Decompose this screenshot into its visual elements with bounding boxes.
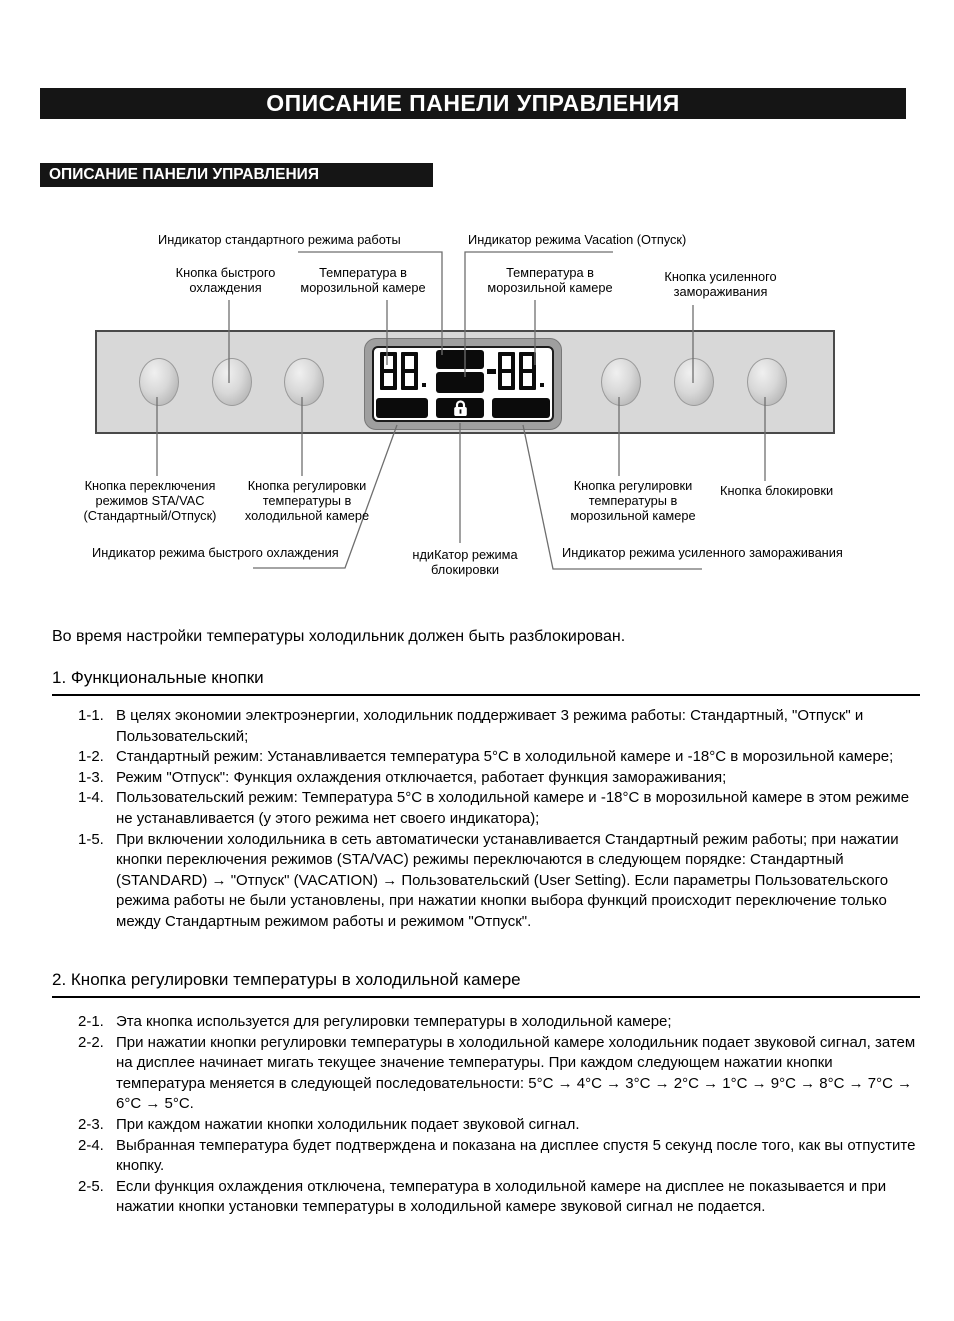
list-item [78, 768, 919, 789]
item-text: При каждом нажатии кнопки холодильник подает звуковой сигнал. [116, 1115, 580, 1133]
section-1-list [78, 706, 919, 933]
item-number: 2-5. [78, 1177, 104, 1195]
label-vacation-indicator: Индикатор режима Vacation (Отпуск) [468, 232, 687, 247]
control-panel-diagram [0, 225, 954, 610]
section-2-list [78, 1012, 919, 1218]
button-lock [747, 358, 787, 406]
seven-segment-digit [498, 352, 515, 390]
item-text: Пользовательский режим: Температура 5°С в холодильной камере и -18°С в морозильной камере в этом режиме не устанавливается (у этого режима нет своего индикатора); [116, 789, 910, 827]
item-number: 2-4. [78, 1136, 104, 1154]
label-fridge-temp-button: Кнопка регулировки температуры в холодильной камере [244, 478, 370, 523]
label-freezer-temp-right: Температура в морозильной камере [487, 265, 613, 295]
lcd-screen [372, 346, 554, 422]
list-item [78, 1033, 919, 1115]
item-number: 2-3. [78, 1115, 104, 1133]
vacation-mode-indicator [436, 372, 484, 393]
item-text: Стандартный режим: Устанавливается температура 5°С в холодильной камере и -18°С в морозильной камере; [116, 748, 894, 766]
right-temperature-digits [498, 352, 544, 390]
list-item [78, 1115, 919, 1136]
label-fast-cool-button: Кнопка быстрого охлаждения [175, 265, 276, 295]
lcd-display [364, 338, 562, 430]
degree-dot [422, 383, 426, 387]
button-fridge-temp [284, 358, 324, 406]
section-subtitle: ОПИСАНИЕ ПАНЕЛИ УПРАВЛЕНИЯ [40, 163, 433, 187]
label-standard-indicator: Индикатор стандартного режима работы [158, 232, 401, 247]
degree-dot [540, 383, 544, 387]
item-number: 1-4. [78, 789, 104, 807]
item-text: Эта кнопка используется для регулировки температуры в холодильной камере; [116, 1013, 672, 1030]
item-text: В целях экономии электроэнергии, холодильник поддерживает 3 режима работы: Стандартный, "Отпуск" и Пользовательский; [116, 707, 864, 745]
section-2-title: 2. Кнопка регулировки температуры в холодильной камере [52, 970, 521, 989]
list-item [78, 1136, 919, 1177]
item-text: При включении холодильника в сеть автоматически устанавливается Стандартный режим работы; при нажатии кнопки переключения режимов (STA/VAC) режимы переключаются в следующем порядке: Стандартный (STANDARD) → "Отпуск" (VACATION) → Пользовательский (User Setting). Если параметры Пользовательского режима работы не были установлены, при нажатии кнопки выбора функций происходит переключение только между Стандартным режимом работы и режимом "Отпуск". [116, 830, 899, 930]
super-freeze-mode-indicator [492, 398, 550, 418]
standard-mode-indicator [436, 350, 484, 369]
lock-mode-indicator [436, 398, 484, 418]
item-number: 2-2. [78, 1033, 104, 1051]
control-panel [95, 330, 835, 434]
label-freezer-temp-button: Кнопка регулировки температуры в морозильной камере [570, 478, 696, 523]
list-item [78, 1012, 919, 1033]
label-lock-indicator: ндиКатор режима блокировки [412, 547, 518, 577]
item-text: Если функция охлаждения отключена, температура в холодильной камере на дисплее не показывается и при нажатии кнопки установки температуры в холодильной камере звуковой сигнал не подается. [116, 1177, 887, 1216]
list-item [78, 706, 919, 747]
item-number: 2-1. [78, 1013, 104, 1030]
seven-segment-digit [401, 352, 418, 390]
item-text: Режим "Отпуск": Функция охлаждения отключается, работает функция замораживания; [116, 768, 727, 786]
item-number: 1-3. [78, 768, 104, 786]
item-text: При нажатии кнопки регулировки температуры в холодильной камере холодильник подает звуковой сигнал, затем на дисплее начинает мигать текущее значение температуры. При каждом следующем нажатии кнопки температура меняется в следующей последовательности: 5°С → 4°С → 3°С → 2°С → 1°С → 9°С → 8°С → 7°С → 6°С → 5°С. [116, 1033, 916, 1113]
label-fast-cool-indicator: Индикатор режима быстрого охлаждения [92, 545, 339, 560]
fast-cool-mode-indicator [376, 398, 428, 418]
seven-segment-digit [380, 352, 397, 390]
label-super-freeze-indicator: Индикатор режима усиленного замораживания [562, 545, 843, 560]
list-item [78, 747, 919, 768]
label-lock-button: Кнопка блокировки [720, 483, 834, 498]
button-freezer-temp [601, 358, 641, 406]
section-1-divider [52, 694, 920, 696]
button-fast-cool [212, 358, 252, 406]
label-mode-switch-button: Кнопка переключения режимов STA/VAC (Стандартный/Отпуск) [83, 478, 217, 523]
section-1-title: 1. Функциональные кнопки [52, 668, 264, 687]
list-item [78, 1177, 919, 1218]
item-number: 1-2. [78, 748, 104, 766]
item-number: 1-1. [78, 707, 104, 724]
lock-icon [453, 400, 468, 417]
intro-note: Во время настройки температуры холодильник должен быть разблокирован. [52, 628, 626, 645]
page-title: ОПИСАНИЕ ПАНЕЛИ УПРАВЛЕНИЯ [40, 88, 906, 119]
section-2-divider [52, 996, 920, 998]
button-super-freeze [674, 358, 714, 406]
list-item [78, 788, 919, 829]
label-freezer-temp-left: Температура в морозильной камере [300, 265, 426, 295]
item-number: 1-5. [78, 830, 104, 848]
left-temperature-digits [380, 352, 426, 390]
seven-segment-digit [519, 352, 536, 390]
minus-sign [487, 369, 496, 374]
label-super-freeze-button: Кнопка усиленного замораживания [664, 269, 777, 299]
item-text: Выбранная температура будет подтверждена и показана на дисплее спустя 5 секунд после того, как вы отпустите кнопку. [116, 1136, 916, 1175]
list-item [78, 830, 919, 933]
button-mode-switch [139, 358, 179, 406]
